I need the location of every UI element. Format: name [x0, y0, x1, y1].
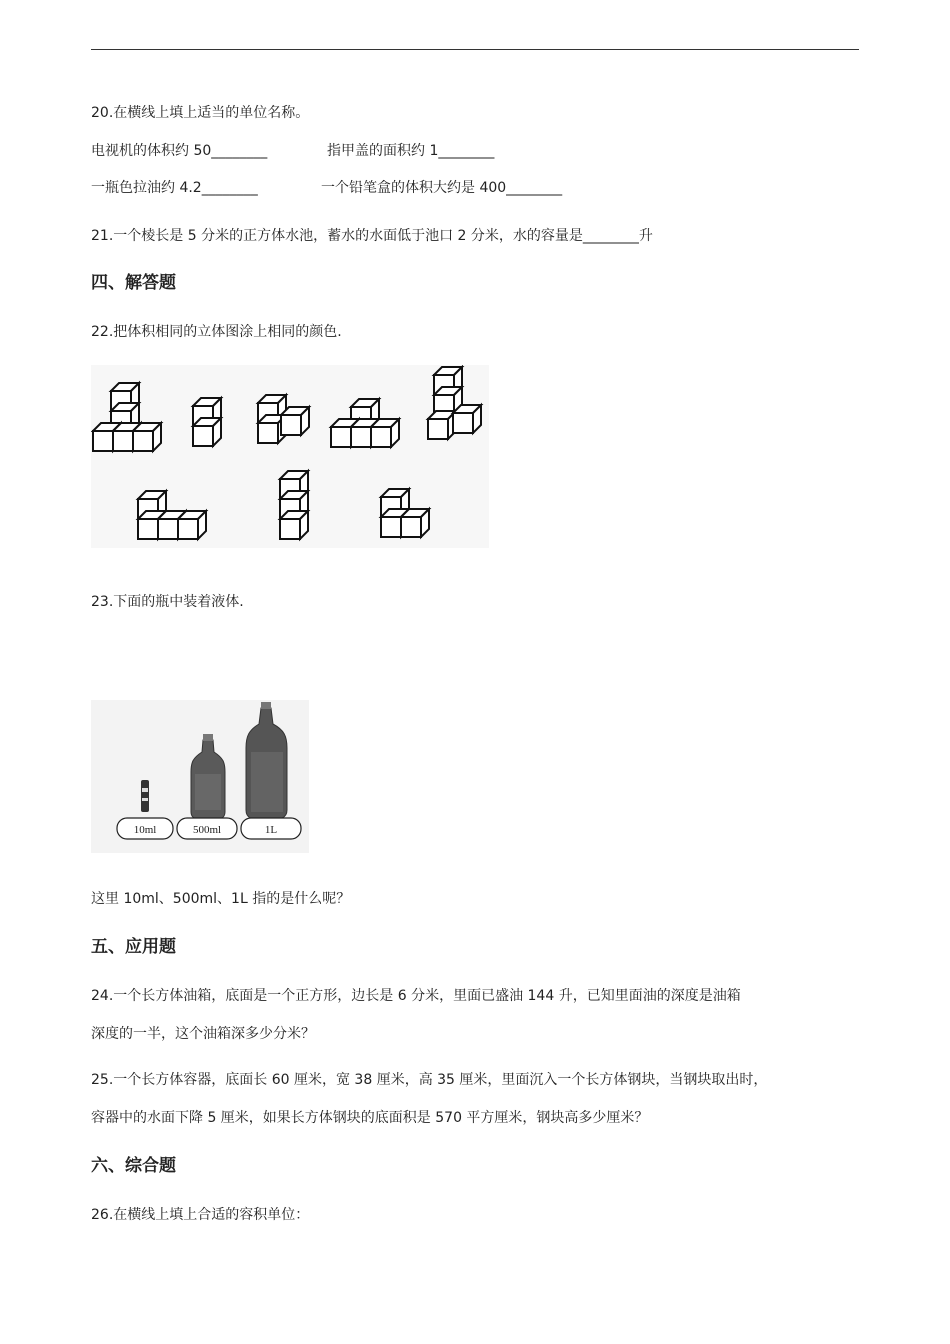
- bottle-1l: [246, 702, 287, 820]
- label-1l-text: 1L: [264, 824, 278, 836]
- q25-line2: 容器中的水面下降 5 厘米，如果长方体钢块的底面积是 570 平方厘米，钢块高多少厘米？: [91, 1110, 649, 1126]
- label-10ml-text: 10ml: [133, 824, 157, 836]
- cube-figure-8: [381, 489, 429, 537]
- label-500ml: [177, 818, 237, 839]
- q20-title: 20.在横线上填上适当的单位名称。: [91, 105, 310, 121]
- cube-figure-3: [258, 395, 309, 443]
- bottles-figure: [91, 700, 309, 853]
- q22-text: 22.把体积相同的立体图涂上相同的颜色.: [91, 324, 342, 340]
- q25-line1: 25.一个长方体容器，底面长 60 厘米，宽 38 厘米，高 35 厘米，里面沉入一个长方体钢块，当钢块取出时，: [91, 1072, 768, 1088]
- q26-text: 26.在横线上填上合适的容积单位：: [91, 1207, 310, 1223]
- cube-figure-6: [138, 491, 206, 539]
- bottle-10ml: [141, 780, 149, 812]
- section5-title: 五、应用题: [91, 937, 176, 957]
- label-1l: [241, 818, 301, 839]
- header-rule: [91, 49, 859, 50]
- cube-figure-1: [93, 383, 161, 451]
- q20-item-nail: 指甲盖的面积约 1________: [327, 143, 495, 159]
- q24-line1: 24.一个长方体油箱，底面是一个正方形，边长是 6 分米，里面已盛油 144 升，已知里面油的深度是油箱: [91, 988, 741, 1004]
- label-10ml: [117, 818, 173, 839]
- cube-figure-5: [428, 367, 481, 439]
- cube-figure-2: [193, 398, 221, 446]
- section6-title: 六、综合题: [91, 1156, 176, 1176]
- cube-figures: [91, 365, 489, 548]
- bottle-500ml: [191, 734, 225, 820]
- cube-figure-4: [331, 399, 399, 447]
- q20-item-tv: 电视机的体积约 50________: [91, 143, 268, 159]
- q21-text: 21.一个棱长是 5 分米的正方体水池，蓄水的水面低于池口 2 分米，水的容量是________升: [91, 228, 653, 244]
- label-500ml-text: 500ml: [192, 824, 222, 836]
- q20-item-oil: 一瓶色拉油约 4.2________: [91, 180, 258, 196]
- cube-figure-7: [280, 471, 308, 539]
- q20-item-pencilbox: 一个铅笔盒的体积大约是 400________: [321, 180, 563, 196]
- q23-question: 这里 10ml、500ml、1L 指的是什么呢？: [91, 891, 351, 907]
- q24-line2: 深度的一半，这个油箱深多少分米？: [91, 1026, 315, 1042]
- section4-title: 四、解答题: [91, 273, 176, 293]
- q23-text: 23.下面的瓶中装着液体.: [91, 594, 244, 610]
